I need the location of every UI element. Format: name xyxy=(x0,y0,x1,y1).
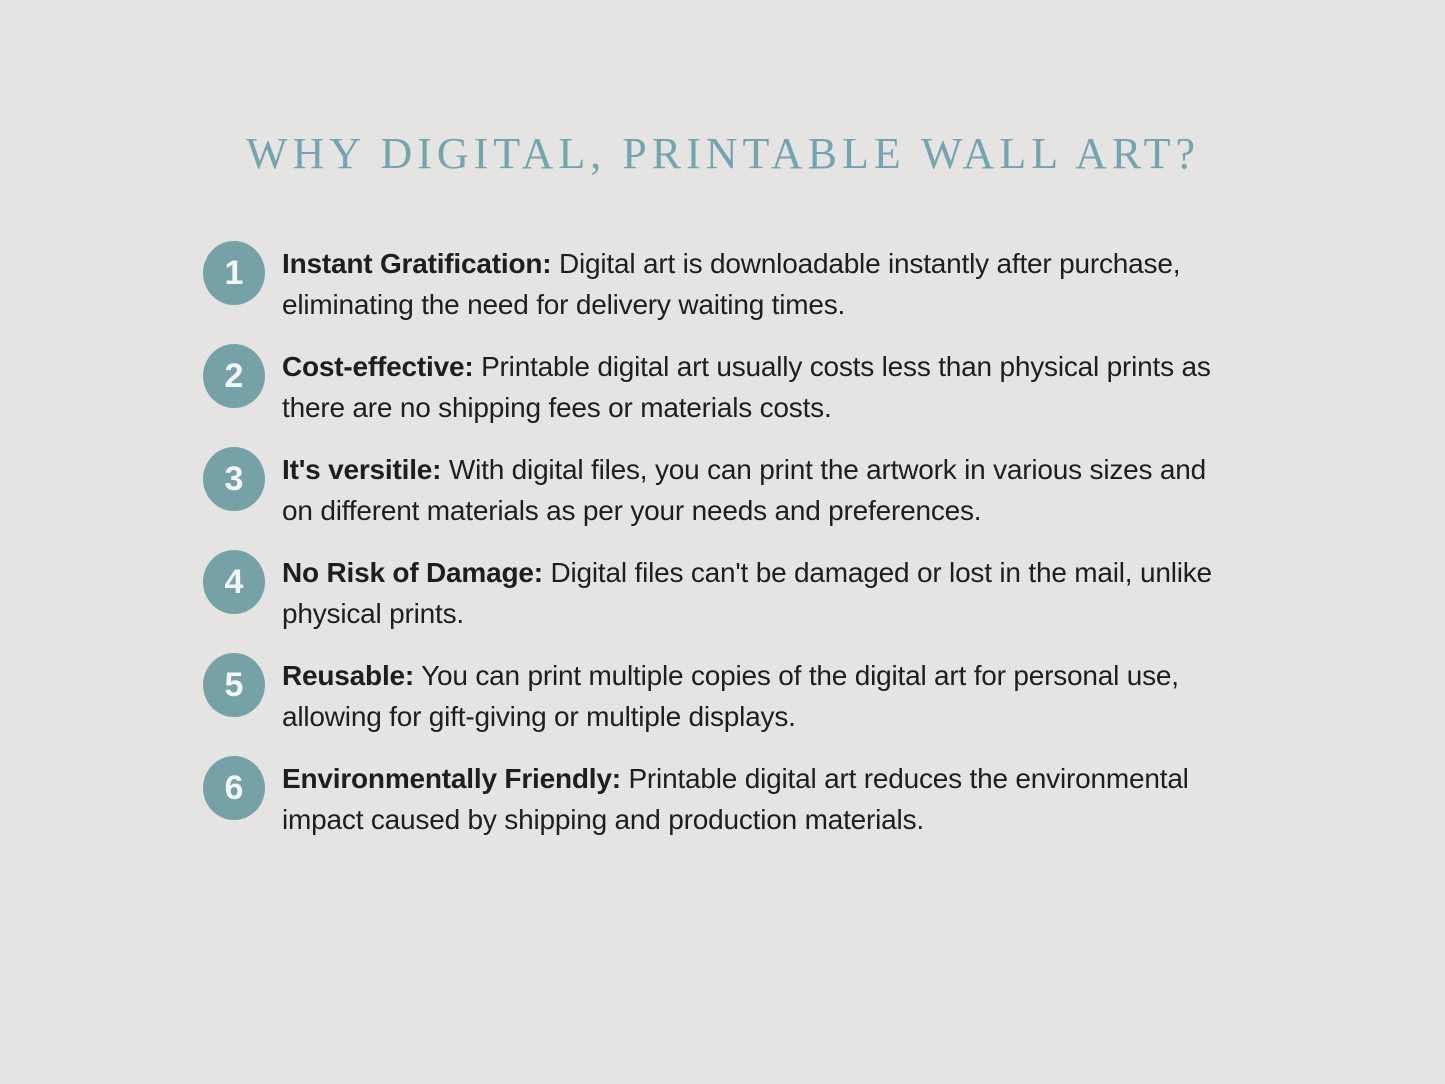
item-text xyxy=(282,243,1230,325)
item-number: 6 xyxy=(224,768,244,807)
item-number: 4 xyxy=(224,562,244,601)
item-number: 1 xyxy=(224,253,244,292)
item-text xyxy=(282,346,1230,428)
item-body: You can print multiple copies of the digital art for personal use, allowing for gift-giving or multiple displays. xyxy=(282,659,1179,732)
item-number: 2 xyxy=(224,356,244,395)
item-number: 5 xyxy=(224,665,244,704)
item-number-badge xyxy=(203,241,265,305)
item-number-badge xyxy=(203,756,265,820)
item-text xyxy=(282,655,1230,737)
infographic-page xyxy=(203,0,1243,840)
item-title: It's versitile: xyxy=(282,453,442,485)
item-title: Reusable: xyxy=(282,659,415,691)
item-title: Cost-effective: xyxy=(282,350,474,382)
item-number-badge xyxy=(203,447,265,511)
item-title: Environmentally Friendly: xyxy=(282,762,621,794)
page-title: WHY DIGITAL, PRINTABLE WALL ART? xyxy=(246,129,1200,178)
item-title: No Risk of Damage: xyxy=(282,556,543,588)
item-text xyxy=(282,449,1230,531)
list-item xyxy=(203,449,1243,531)
item-text xyxy=(282,758,1230,840)
item-title: Instant Gratification: xyxy=(282,247,552,279)
item-number-badge xyxy=(203,653,265,717)
item-number-badge xyxy=(203,344,265,408)
list-item xyxy=(203,655,1243,737)
list-item xyxy=(203,243,1243,325)
item-body: Digital files can't be damaged or lost in the mail, unlike physical prints. xyxy=(282,556,1212,629)
item-body: Printable digital art usually costs less than physical prints as there are no shipping fees or materials costs. xyxy=(282,350,1211,423)
list-item xyxy=(203,552,1243,634)
item-number: 3 xyxy=(224,459,244,498)
benefits-list xyxy=(203,243,1243,840)
list-item xyxy=(203,758,1243,840)
item-number-badge xyxy=(203,550,265,614)
list-item xyxy=(203,346,1243,428)
item-text xyxy=(282,552,1230,634)
item-body: With digital files, you can print the artwork in various sizes and on different materials as per your needs and preferences. xyxy=(282,453,1207,526)
item-body: Printable digital art reduces the environmental impact caused by shipping and production materials. xyxy=(282,762,1189,835)
item-body: Digital art is downloadable instantly after purchase, eliminating the need for delivery waiting times. xyxy=(282,247,1181,320)
